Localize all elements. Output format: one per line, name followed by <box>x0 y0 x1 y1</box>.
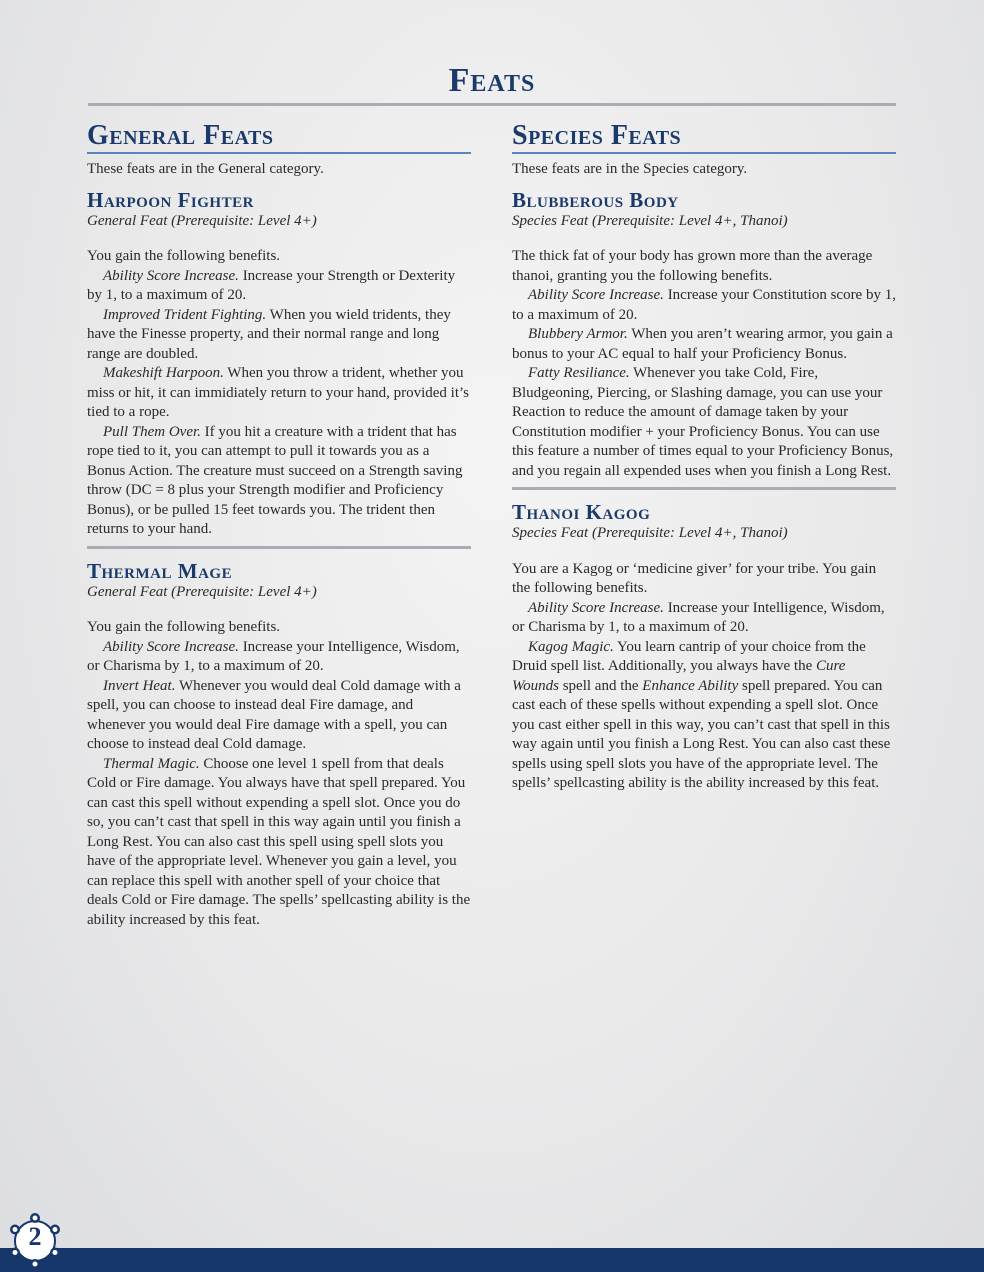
blubberous-body-intro: The thick fat of your body has grown more than the average thanoi, granting you the following benefits. <box>512 248 873 284</box>
title-divider <box>88 103 896 106</box>
benefit-text: Choose one level 1 spell from that deals Cold or Fire damage. You always have that spell prepared. You can cast this spell without expending a spell slot. Once you do so, you can’t cast that spell in this way again until you finish a Long Rest. You can also cast this spell using spell slots you have of the appropriate level. Whenever you gain a level, you can replace this spell with another spell of your choice that deals Cold or Fire damage. The spells’ spellcasting ability is the ability increased by this feat. <box>87 755 471 928</box>
benefit-text: Increase your Intelligence, Wisdom, or Charisma by 1, to a maximum of 20. <box>512 599 885 635</box>
benefit-label: Ability Score Increase. <box>528 287 664 303</box>
benefit-text: Increase your Strength or Dexterity by 1, to a maximum of 20. <box>87 267 456 303</box>
feat-divider <box>512 487 896 490</box>
kagog-benefit-ability <box>512 599 896 638</box>
thermal-mage-intro: You gain the following benefits. <box>87 619 281 635</box>
harpoon-fighter-prereq: General Feat (Prerequisite: Level 4+) <box>87 212 317 229</box>
harpoon-benefit-ability <box>87 267 471 306</box>
benefit-text: When you wield tridents, they have the Finesse property, and their normal range and long range are doubled. <box>87 306 451 362</box>
benefit-text: When you throw a trident, whether you miss or hit, it can immidiately return to your hand, provided it’s tied to a rope. <box>87 365 470 420</box>
benefit-text: spell prepared. You can cast each of these spells without expending a spell slot. Once you cast either spell in this way, you can’t cast that spell in this way again until you finish a Long Rest. You can also cast these spells using spell slots you have of the appropriate level. The spells’ spellcasting ability is the ability increased by this feat. <box>512 677 891 791</box>
benefit-text: If you hit a creature with a trident that has rope tied to it, you can attempt to pull it towards you as a Bonus Action. The creature must succeed on a Strength saving throw (DC = 8 plus your Strength modifier and Proficiency Bonus), or be pulled 15 feet towards you. The trident then returns to your hand. <box>87 423 463 537</box>
benefit-label: Makeshift Harpoon. <box>103 365 224 381</box>
benefit-text: Increase your Intelligence, Wisdom, or Charisma by 1, to a maximum of 20. <box>87 638 460 674</box>
spell-name: Cure Wounds <box>512 658 846 694</box>
benefit-label: Pull Them Over. <box>103 423 201 440</box>
kagog-benefit-magic <box>512 638 896 794</box>
thermal-benefit-invert <box>87 677 471 755</box>
harpoon-benefit-makeshift <box>87 364 471 423</box>
page-number: 2 <box>28 1222 42 1251</box>
harpoon-fighter-title: Harpoon Fighter <box>87 187 254 212</box>
benefit-label: Ability Score Increase. <box>103 638 239 655</box>
general-feats-heading: General Feats <box>87 120 471 154</box>
blubber-benefit-ability <box>512 286 896 325</box>
blubberous-body-prereq: Species Feat (Prerequisite: Level 4+, Thanoi) <box>512 212 788 229</box>
benefit-text: Increase your Constitution score by 1, to a maximum of 20. <box>512 287 896 323</box>
blubber-benefit-armor <box>512 325 896 364</box>
species-feats-intro: These feats are in the Species category. <box>512 161 748 177</box>
species-feats-heading: Species Feats <box>512 120 896 154</box>
benefit-label: Blubbery Armor. <box>528 326 628 342</box>
benefit-label: Fatty Resiliance. <box>528 365 630 381</box>
blubberous-body-title: Blubberous Body <box>512 187 679 212</box>
benefit-text: Whenever you would deal Cold damage with a spell, you can choose to instead deal Fire damage, and whenever you would deal Fire damage with a spell, you can choose to instead deal Cold damage. <box>87 677 461 752</box>
thermal-benefit-magic <box>87 755 471 931</box>
benefit-text: You learn cantrip of your choice from the Druid spell list. Additionally, you always have the <box>512 638 866 674</box>
page-title: Feats <box>448 62 536 99</box>
thanoi-kagog-intro: You are a Kagog or ‘medicine giver’ for your tribe. You gain the following benefits. <box>512 560 877 596</box>
blubber-benefit-resiliance <box>512 364 896 481</box>
benefit-text: spell and the <box>558 677 643 694</box>
thermal-mage-title: Thermal Mage <box>87 558 233 583</box>
benefit-label: Thermal Magic. <box>103 755 200 772</box>
benefit-label: Improved Trident Fighting. <box>103 306 267 323</box>
benefit-text: Whenever you take Cold, Fire, Bludgeoning, Piercing, or Slashing damage, you can use your Reaction to reduce the amount of damage taken by your Constitution modifier + your Proficiency Bonus. You can use this feature a number of times equal to your Proficiency Bonus, and you regain all expended uses when you finish a Long Rest. <box>512 365 894 479</box>
general-feats-intro: These feats are in the General category. <box>87 161 324 177</box>
benefit-label: Kagog Magic. <box>528 638 614 655</box>
feat-divider <box>87 546 471 549</box>
thanoi-kagog-prereq: Species Feat (Prerequisite: Level 4+, Thanoi) <box>512 525 788 541</box>
benefit-text: When you aren’t wearing armor, you gain a bonus to your AC equal to half your Proficiency Bonus. <box>512 326 893 362</box>
species-feats-column <box>512 120 896 794</box>
harpoon-fighter-intro: You gain the following benefits. <box>87 248 281 264</box>
harpoon-benefit-trident <box>87 306 471 365</box>
footer-bar <box>0 1248 984 1272</box>
benefit-label: Ability Score Increase. <box>528 599 664 616</box>
spell-name: Enhance Ability <box>642 677 739 694</box>
harpoon-benefit-pull <box>87 423 471 540</box>
general-feats-column <box>87 120 471 930</box>
benefit-label: Invert Heat. <box>103 677 176 694</box>
thanoi-kagog-title: Thanoi Kagog <box>512 500 651 524</box>
thermal-mage-prereq: General Feat (Prerequisite: Level 4+) <box>87 583 317 600</box>
thermal-benefit-ability <box>87 638 471 677</box>
benefit-label: Ability Score Increase. <box>103 267 239 284</box>
